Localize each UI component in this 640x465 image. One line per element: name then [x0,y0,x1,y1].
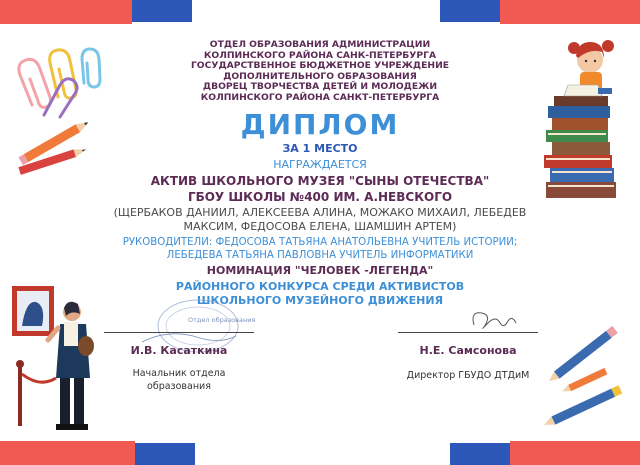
left-position-line-1: Начальник отдела [132,368,226,379]
awarded-label: НАГРАЖДАЕТСЯ [273,158,367,171]
team-name [110,173,530,205]
leaders-line-1: РУКОВОДИТЕЛИ: ФЕДОСОВА ТАТЬЯНА АНАТОЛЬЕВНА УЧИТЕЛЬ ИСТОРИИ; [122,237,518,248]
organization-header [150,40,490,104]
org-line-4: ДВОРЕЦ ТВОРЧЕСТВА ДЕТЕЙ И МОЛОДЕЖИ [202,81,438,93]
signature-scribble-right [466,305,526,335]
ribbon-top-right-red [500,0,640,24]
ribbon-bottom-left-blue [135,443,195,465]
ribbon-bottom-right-red [510,441,640,465]
ribbon-top-left-red [0,0,132,24]
members-line-1: (ЩЕРБАКОВ ДАНИИЛ, АЛЕКСЕЕВА АЛИНА, МОЖАКО МИХАИЛ, ЛЕБЕДЕВ [113,206,527,219]
signatory-right-name: Н.Е. Самсонова [419,344,517,357]
org-line-1: ОТДЕЛ ОБРАЗОВАНИЯ АДМИНИСТРАЦИИ [209,39,431,50]
signature-line-right [398,332,538,333]
nomination: НОМИНАЦИЯ "ЧЕЛОВЕК -ЛЕГЕНДА" [206,264,434,277]
ribbon-top-left-blue [132,0,192,22]
contest-line-2: ШКОЛЬНОГО МУЗЕЙНОГО ДВИЖЕНИЯ [196,294,444,307]
team-members [95,206,545,234]
pencils-bottom-right-icon [538,320,638,430]
stamp-text: Отдел образования [188,316,256,324]
leaders-line-2: ЛЕБЕДЕВА ТАТЬЯНА ПАВЛОВНА УЧИТЕЛЬ ИНФОРМАТИКИ [166,250,474,261]
org-line-5: КОЛПИНСКОГО РАЙОНА САНКТ-ПЕТЕРБУРГА [200,91,440,103]
pencils-icon [10,110,105,175]
ribbon-top-right-blue [440,0,500,22]
signatory-right-position: Директор ГБУДО ДТДиМ [406,370,530,381]
members-line-2: МАКСИМ, ФЕДОСОВА ЕЛЕНА, ШАМШИН АРТЕМ) [183,220,457,233]
diploma-title: ДИПЛОМ [240,108,400,141]
org-line-2: КОЛПИНСКОГО РАЙОНА САНК-ПЕТЕРБУРГА [203,49,437,61]
ribbon-bottom-right-blue [450,443,510,465]
team-line-1: АКТИВ ШКОЛЬНОГО МУЗЕЯ "СЫНЫ ОТЕЧЕСТВА" [150,174,490,188]
ribbon-bottom-left-red [0,441,135,465]
team-line-2: ГБОУ ШКОЛЫ №400 ИМ. А.НЕВСКОГО [187,190,453,204]
signatory-left-name: И.В. Касаткина [130,344,228,357]
contest-line-1: РАЙОННОГО КОНКУРСА СРЕДИ АКТИВИСТОВ [175,280,465,293]
award-place: ЗА 1 МЕСТО [282,142,358,155]
left-position-line-2: образования [147,381,211,392]
signatory-left-position [104,367,254,393]
girl-reading-books-illustration [538,30,633,200]
paperclips-icon [10,45,110,120]
signature-line-left [104,332,254,333]
org-line-3: ГОСУДАРСТВЕННОЕ БЮДЖЕТНОЕ УЧРЕЖДЕНИЕ ДОПОЛНИТЕЛЬНОГО ОБРАЗОВАНИЯ [190,60,450,82]
team-leaders [95,236,545,262]
museum-visitor-illustration [10,278,100,438]
